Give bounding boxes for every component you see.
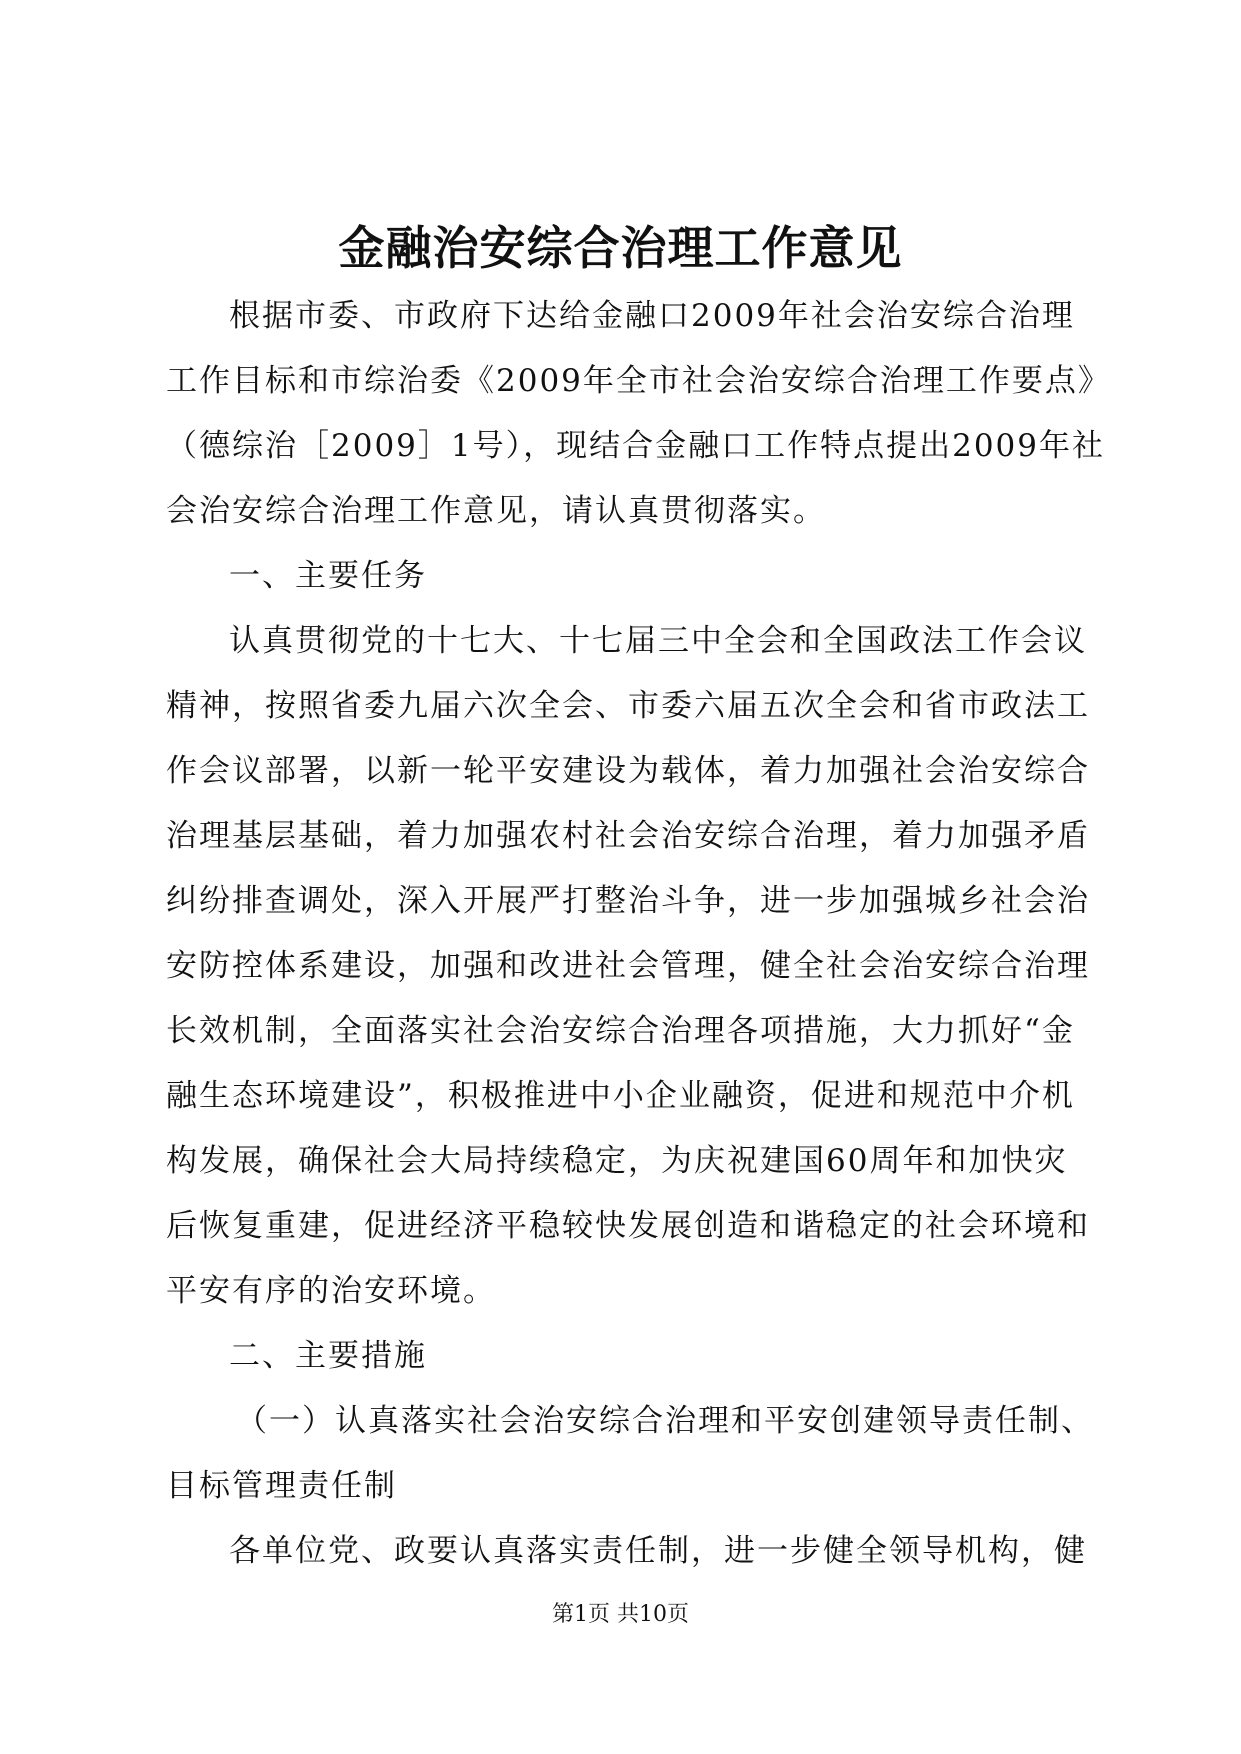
document-body: [166, 284, 1111, 1584]
paragraph-line: 长效机制，全面落实社会治安综合治理各项措施，大力抓好“金: [166, 1013, 1075, 1049]
paragraph-line: 治理基层基础，着力加强农村社会治安综合治理，着力加强矛盾: [166, 818, 1090, 854]
page-footer: 第1页 共10页: [552, 1602, 689, 1627]
subsection-heading: （一）认真落实社会治安综合治理和平安创建领导责任制、: [236, 1403, 1094, 1439]
section-heading: 二、主要措施: [229, 1338, 427, 1374]
paragraph-line: 融生态环境建设”，积极推进中小企业融资，促进和规范中介机: [166, 1078, 1075, 1114]
paragraph-line: 根据市委、市政府下达给金融口2009年社会治安综合治理: [229, 298, 1075, 334]
section-heading: 一、主要任务: [229, 558, 427, 594]
paragraph-line: 工作目标和市综治委《2009年全市社会治安综合治理工作要点》: [166, 363, 1111, 399]
paragraph-line: 作会议部署，以新一轮平安建设为载体，着力加强社会治安综合: [166, 753, 1090, 789]
paragraph-line: 构发展，确保社会大局持续稳定，为庆祝建国60周年和加快灾: [166, 1143, 1068, 1179]
paragraph-line: 平安有序的治安环境。: [166, 1273, 496, 1309]
paragraph-line: （德综治［2009］1号），现结合金融口工作特点提出2009年社: [166, 428, 1106, 464]
paragraph-line: 精神，按照省委九届六次全会、市委六届五次全会和省市政法工: [166, 688, 1090, 724]
subsection-heading-continued: 目标管理责任制: [166, 1468, 397, 1504]
document-title: 金融治安综合治理工作意见: [338, 221, 903, 275]
paragraph-line: 认真贯彻党的十七大、十七届三中全会和全国政法工作会议: [229, 623, 1087, 659]
paragraph-line: 安防控体系建设，加强和改进社会管理，健全社会治安综合治理: [166, 948, 1090, 984]
paragraph-line: 后恢复重建，促进经济平稳较快发展创造和谐稳定的社会环境和: [166, 1208, 1090, 1244]
paragraph-line: 纠纷排查调处，深入开展严打整治斗争，进一步加强城乡社会治: [166, 883, 1090, 919]
paragraph-line: 会治安综合治理工作意见，请认真贯彻落实。: [166, 493, 826, 529]
paragraph-line: 各单位党、政要认真落实责任制，进一步健全领导机构，健: [229, 1533, 1087, 1569]
